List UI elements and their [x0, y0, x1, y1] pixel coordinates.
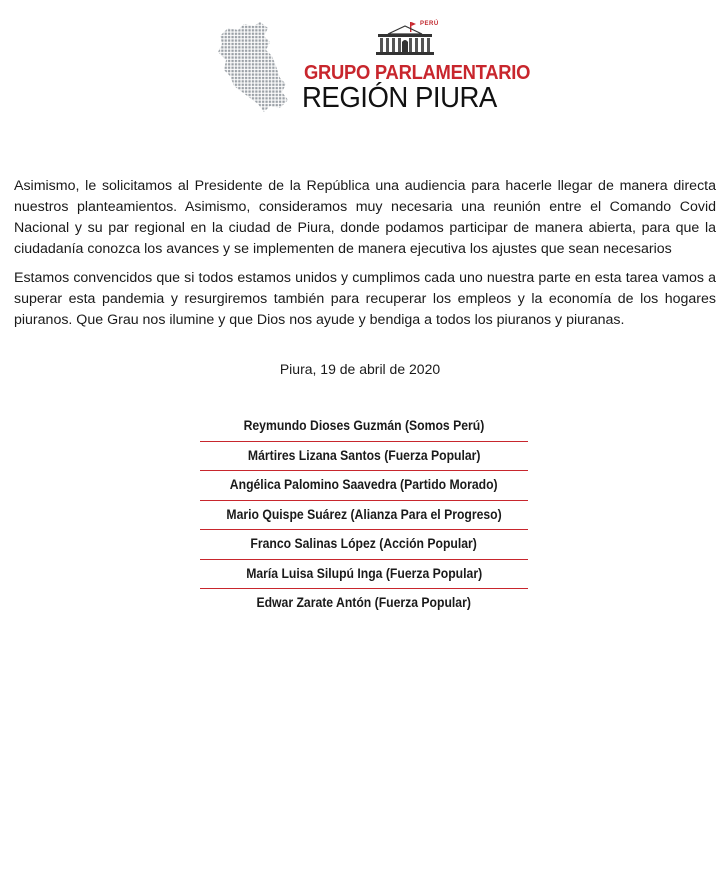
- piura-region-map-logo: [214, 22, 294, 114]
- org-name-line2: REGIÓN PIURA: [302, 82, 497, 114]
- letterhead: [214, 20, 534, 115]
- signatory: Mario Quispe Suárez (Alianza Para el Progreso): [200, 501, 528, 531]
- signatory: María Luisa Silupú Inga (Fuerza Popular): [200, 560, 528, 590]
- paragraph: Estamos convencidos que si todos estamos unidos y cumplimos cada uno nuestra parte en esta tarea vamos a superar esta pandemia y resurgiremos también para recuperar los empleos y la economía de los hogares piuranos. Que Grau nos ilumine y que Dios nos ayude y bendiga a todos los piuranos y piuranas.: [14, 270, 716, 328]
- paragraph: Asimismo, le solicitamos al Presidente de la República una audiencia para hacerle llegar de manera directa nuestros planteamientos. Asimismo, consideramos muy necesaria una reunión entre el Comando Covid Nacional y su par regional en la ciudad de Piura, donde podamos participar de manera abierta, para que la ciudadanía conozca los avances y se implementen de manera ejecutiva los ajustes que sean necesarios: [14, 178, 716, 257]
- signatory: Edwar Zarate Antón (Fuerza Popular): [256, 595, 472, 611]
- signatory: Mártires Lizana Santos (Fuerza Popular): [200, 442, 528, 472]
- place-and-date: Piura, 19 de abril de 2020: [279, 361, 441, 377]
- signatory: Franco Salinas López (Acción Popular): [200, 530, 528, 560]
- signatory: Reymundo Dioses Guzmán (Somos Perú): [200, 412, 528, 442]
- logo-country-label: PERÚ: [420, 21, 439, 27]
- letter-body: [14, 176, 716, 339]
- org-name-line1: GRUPO PARLAMENTARIO: [304, 62, 531, 84]
- signatory: Angélica Palomino Saavedra (Partido Morado): [200, 471, 528, 501]
- signatories-list: [200, 412, 528, 619]
